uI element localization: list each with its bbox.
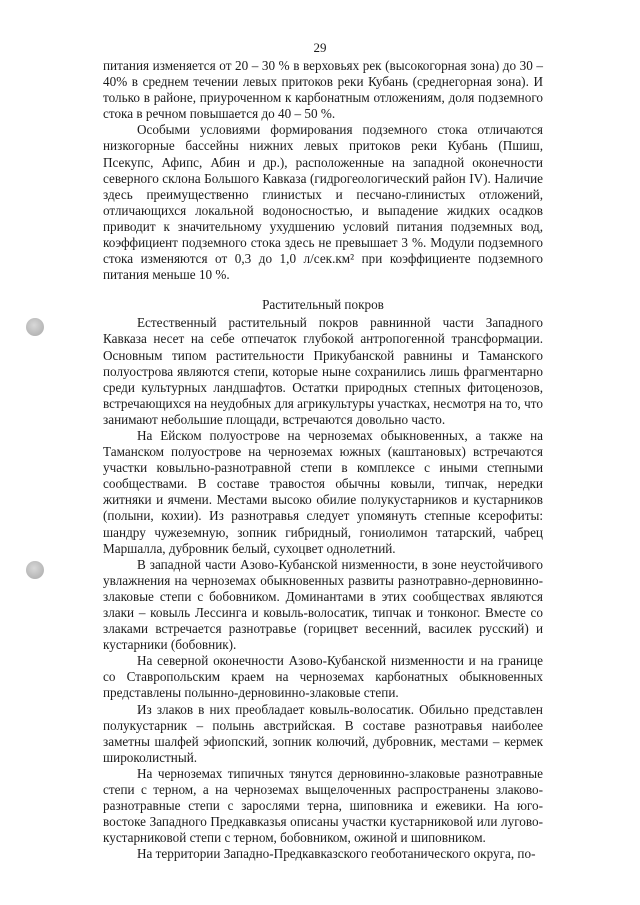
punch-hole — [26, 318, 44, 336]
punch-hole — [26, 561, 44, 579]
paragraph: Естественный растительный покров равнинной части Западного Кавказа несет на себе отпечаток глубокой антропогенной трансформации. Основным типом растительности Прикубанской равнины и Таманского полуострова являются степи, которые ныне сохранились лишь фрагментарно среди культурных ландшафтов. Остатки природных степных фитоценозов, встречающихся на неудобных для агрикультуры участках, несмотря на то, что занимают небольшие площади, встречаются довольно часто. — [103, 315, 543, 427]
paragraph: В западной части Азово-Кубанской низменности, в зоне неустойчивого увлажнения на черноземах обыкновенных развиты разнотравно-дерновинно-злаковые степи с бобовником. Доминантами в этих сообществах являются злаки – ковыль Лессинга и ковыль-волосатик, типчак и тонконог. Вместе со злаками встречается разнотравье (горицвет весенний, василек русский) и кустарники (бобовник). — [103, 556, 543, 653]
paragraph: На Ейском полуострове на черноземах обыкновенных, а также на Таманском полуострове на черноземах южных (каштановых) встречаются участки ковыльно-разнотравной степи в комплексе с иными степными сообществами. В составе травостоя обычны ковыли, типчак, нередки житняки и ячмени. Местами высоко обилие полукустарников и кустарников (полыни, кохии). Из разнотравья следует упомянуть степные ксерофиты: шандру чужеземную, зопник гибридный, гониолимон татарский, чабрец Маршалла, дубровник белый, сухоцвет однолетний. — [103, 427, 543, 556]
paragraph: питания изменяется от 20 – 30 % в верховьях рек (высокогорная зона) до 30 – 40% в среднем течении левых притоков реки Кубань (среднегорная зона). И только в районе, приуроченном к карбонатным отложениям, доля подземного стока в речном повышается до 40 – 50 %. — [103, 58, 543, 122]
paragraph: На территории Западно-Предкавказского геоботанического округа, по- — [137, 846, 536, 862]
paragraph: На северной оконечности Азово-Кубанской низменности и на границе со Ставропольским краем на черноземах карбонатных обыкновенных представлены полынно-дерновинно-злаковые степи. — [103, 653, 543, 701]
paragraph: Из злаков в них преобладает ковыль-волосатик. Обильно представлен полукустарник – полынь австрийская. В составе разнотравья наиболее заметны шалфей эфиопский, зопник колючий, дубровник, местами – кермек широколистный. — [103, 701, 543, 765]
section-heading: Растительный покров — [262, 297, 384, 313]
body-text — [103, 58, 543, 863]
paragraph: На черноземах типичных тянутся дерновинно-злаковые разнотравные степи с терном, а на черноземах выщелоченных распространены злаково-разнотравные степи с зарослями терна, шиповника и ежевики. На юго-востоке Западного Предкавказья описаны участки кустарниковой или лугово-кустарниковой степи с терном, бобовником, ожиной и шиповником. — [103, 765, 543, 846]
paragraph: Особыми условиями формирования подземного стока отличаются низкогорные бассейны нижних левых притоков реки Кубань (Пшиш, Псекупс, Афипс, Абин и др.), расположенные на западной оконечности северного склона Большого Кавказа (гидрогеологический район IV). Наличие здесь преимущественно глинистых и песчано-глинистых отложений, отличающихся локальной водоносностью, и выпадение жидких осадков приводит к значительному ухудшению условий питания подземных вод, коэффициент подземного стока здесь не превышает 3 %. Модули подземного стока изменяются от 0,3 до 1,0 л/сек.км² при коэффициенте подземного питания меньше 10 %. — [103, 122, 543, 283]
page-number: 29 — [313, 40, 327, 55]
